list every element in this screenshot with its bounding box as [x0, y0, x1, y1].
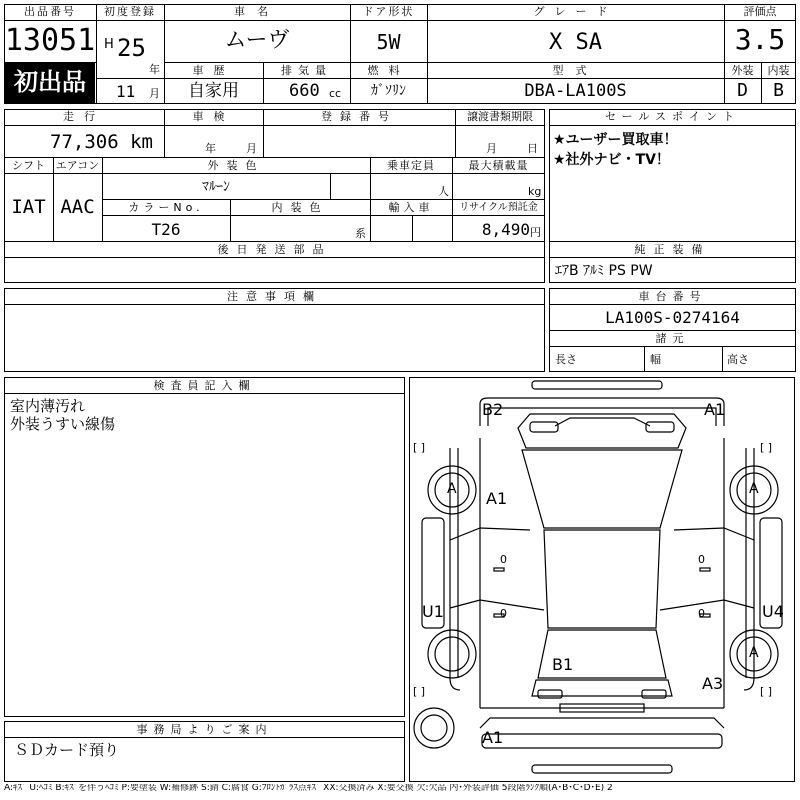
door-label: ドア形状	[362, 5, 415, 18]
inspection-year-unit: 年	[205, 142, 216, 155]
exterior-grade: D	[737, 80, 748, 101]
mark-zero-2: 0	[698, 553, 705, 566]
int-color-unit: 系	[355, 227, 366, 240]
mark-a3: A3	[702, 674, 724, 693]
import-label: 輸入車	[388, 201, 434, 214]
recycle-amount: 8,490	[481, 220, 530, 239]
fuel: ｶﾞｿﾘﾝ	[371, 83, 406, 99]
mileage-label: 走行	[63, 110, 105, 123]
damage-diagram	[409, 377, 795, 782]
mark-zero-3: 0	[500, 607, 507, 620]
shift: IAT	[11, 196, 46, 218]
first-listing-text: 初出品	[14, 68, 86, 96]
interior-grade: B	[773, 80, 784, 101]
model-code: DBA-LA100S	[524, 81, 627, 101]
reg-month: 11	[116, 82, 136, 101]
reg-no-label: 登録番号	[321, 110, 397, 123]
recycle-unit: 円	[530, 226, 541, 239]
dims-label: 諸元	[655, 332, 690, 345]
capacity-label: 乗車定員	[387, 159, 435, 172]
shift-label: シフト	[12, 159, 45, 172]
mark-u4: U4	[762, 602, 784, 621]
bracket-left-bottom: [ ]	[413, 685, 426, 698]
lot-number-label: 出品番号	[24, 5, 76, 18]
inspector-line-2: 外装うすい線傷	[10, 415, 116, 433]
sales-point-1: ★ユーザー買取車！	[553, 132, 678, 148]
mark-a-right-rear: A	[749, 645, 759, 661]
int-color-label: 内装色	[271, 201, 329, 214]
equipment-label: 純正装備	[634, 243, 711, 256]
bracket-left-top: [ ]	[413, 441, 426, 454]
ext-color-label: 外装色	[207, 159, 265, 172]
mark-a1-top: A1	[704, 400, 726, 419]
mark-u1: U1	[422, 602, 444, 621]
score: 3.5	[734, 23, 786, 56]
reg-year: 25	[117, 34, 146, 62]
era-letter: H	[104, 37, 114, 52]
car-outline	[410, 378, 794, 781]
sales-points-label: セールスポイント	[604, 110, 740, 123]
displacement-unit: cc	[329, 87, 342, 100]
ext-color: ﾏﾙｰﾝ	[202, 179, 230, 195]
car-name-label: 車名	[234, 5, 280, 18]
later-parts-label: 後日発送部品	[217, 243, 332, 256]
inspector-label: 検査員記入欄	[153, 379, 256, 392]
length-label: 長さ	[555, 353, 577, 366]
history-label: 車歴	[192, 64, 235, 77]
fuel-label: 燃料	[367, 64, 410, 77]
color-no-label: カラーNo.	[128, 201, 204, 214]
grade-label: グレード	[533, 5, 618, 18]
color-no: T26	[151, 220, 181, 239]
lot-number: 13051	[4, 23, 96, 58]
recycle-label: リサイクル預託金	[459, 202, 538, 213]
bracket-right-bottom: [ ]	[760, 685, 773, 698]
mark-b2: B2	[482, 400, 504, 419]
door-type: 5W	[376, 30, 401, 54]
chassis-label: 車台番号	[638, 290, 707, 303]
load-unit: kg	[528, 185, 542, 198]
notes-label: 注意事項欄	[227, 290, 322, 303]
month-unit: 月	[149, 87, 160, 100]
exterior-label: 外装	[731, 64, 754, 77]
mileage: 77,306 km	[50, 131, 153, 153]
first-reg-label: 初度登録	[104, 5, 156, 18]
mark-zero-4: 0	[698, 607, 705, 620]
capacity-unit: 人	[438, 185, 449, 198]
model-label: 型式	[552, 64, 599, 77]
interior-label: 内装	[767, 64, 790, 77]
score-label: 評価点	[743, 5, 777, 18]
inspector-line-1: 室内薄汚れ	[10, 397, 86, 415]
office-label: 事務局よりご案内	[136, 723, 273, 736]
sales-point-2: ★社外ナビ・TV！	[553, 152, 670, 168]
office-note: ＳＤカード預り	[14, 741, 120, 759]
mark-a1-front: A1	[486, 489, 508, 508]
year-unit: 年	[149, 63, 160, 76]
legend-text: A:ｷｽﾞ U:ﾍｺﾐ B:ｷｽﾞを伴うﾍｺﾐ P:要塗装 W:補修跡 S:錆 C:腐食 G:ﾌﾛﾝﾄｶﾞﾗｽ点ｷｽﾞ XX:交換済み X:要交換 欠:欠品 内･外装評価 5段階ﾗﾝｸ順(A･B･C･D･E) 2	[4, 784, 613, 793]
ac-label: エアコン	[55, 159, 100, 172]
load-label: 最大積載量	[468, 159, 529, 172]
mark-a1-bottom: A1	[482, 728, 504, 747]
displacement: 660	[289, 81, 320, 101]
height-label: 高さ	[727, 353, 749, 366]
mark-a-left-front: A	[447, 481, 457, 497]
mark-a-right-front: A	[749, 481, 759, 497]
mark-zero-1: 0	[500, 553, 507, 566]
equipment-value: ｴｱB ｱﾙﾐ PS PW	[555, 263, 653, 279]
car-name: ムーヴ	[224, 28, 290, 53]
transfer-day-unit: 日	[527, 142, 538, 155]
bracket-right-top: [ ]	[760, 441, 773, 454]
displacement-label: 排気量	[281, 64, 332, 77]
inspection-month-unit: 月	[246, 142, 257, 155]
grade: X SA	[549, 30, 602, 55]
transfer-month-unit: 月	[486, 142, 497, 155]
transfer-label: 譲渡書類期限	[467, 110, 533, 123]
width-label: 幅	[650, 353, 661, 366]
history: 自家用	[188, 81, 239, 101]
chassis-number: LA100S-0274164	[605, 308, 740, 327]
ac: AAC	[60, 196, 95, 218]
mark-b1: B1	[552, 655, 574, 674]
inspection-label: 車検	[192, 110, 235, 123]
